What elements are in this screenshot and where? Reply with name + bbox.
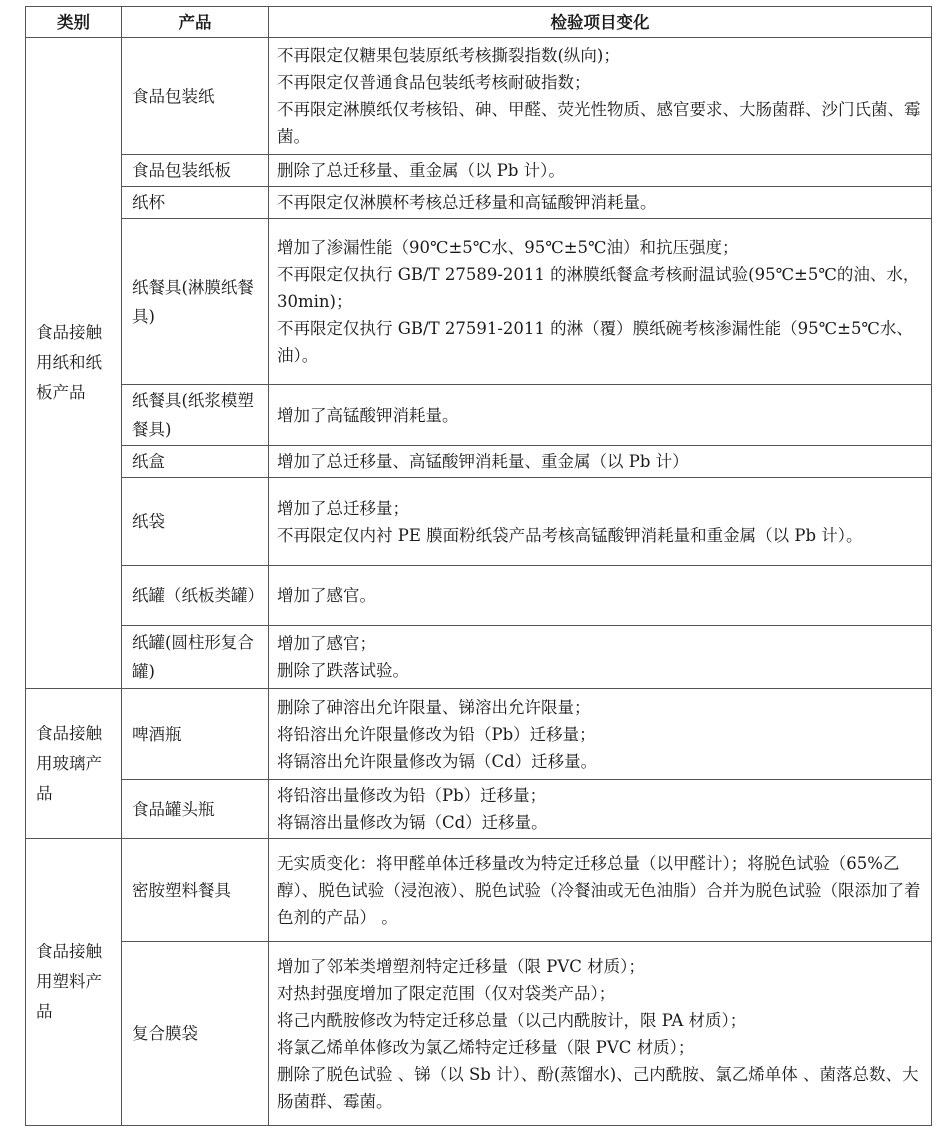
- changes-cell: [269, 626, 932, 689]
- changes-cell: [269, 187, 932, 219]
- change-line: 对热封强度增加了限定范围（仅对袋类产品）；: [277, 983, 616, 1003]
- table-row: [26, 385, 932, 446]
- product-cell: 食品包装纸: [122, 38, 269, 155]
- changes-cell: [269, 780, 932, 839]
- change-line: 无实质变化：将甲醛单体迁移量改为特定迁移总量（以甲醛计）；将脱色试验（65%乙醇）、脱色试验（浸泡液）、脱色试验（冷餐油或无色油脂）合并为脱色试验（限添加了着色剂的产品） 。: [277, 853, 921, 927]
- change-line: 将铅溶出量修改为铅（Pb）迁移量；: [277, 786, 547, 805]
- table-row: [26, 566, 932, 626]
- changes-cell: [269, 219, 932, 385]
- changes-cell: [269, 385, 932, 446]
- change-line: 不再限定仅糖果包装原纸考核撕裂指数(纵向)；: [277, 46, 620, 65]
- table-row: [26, 942, 932, 1126]
- change-line: 删除了脱色试验 、锑（以 Sb 计）、酚(蒸馏水)、己内酰胺、氯乙烯单体 、菌落总数、大肠菌群、霉菌。: [277, 1064, 919, 1111]
- change-line: 增加了渗漏性能（90℃±5℃水、95℃±5℃油）和抗压强度；: [277, 238, 739, 257]
- product-cell: 纸盒: [122, 446, 269, 478]
- header-product: 产品: [122, 7, 269, 38]
- product-cell: 纸杯: [122, 187, 269, 219]
- product-cell: 纸罐（纸板类罐）: [122, 566, 269, 626]
- inspection-changes-table: [25, 6, 932, 1126]
- change-line: 将镉溶出允许限量修改为镉（Cd）迁移量。: [277, 751, 598, 771]
- change-line: 将镉溶出量修改为镉（Cd）迁移量。: [277, 813, 548, 832]
- product-cell: 纸罐(圆柱形复合罐): [122, 626, 269, 689]
- change-line: 增加了感官；: [277, 634, 376, 653]
- table-row: [26, 780, 932, 839]
- table-row: [26, 38, 932, 155]
- changes-cell: [269, 942, 932, 1126]
- header-row: [26, 7, 932, 38]
- change-line: 增加了邻苯类增塑剂特定迁移量（限 PVC 材质）；: [277, 956, 645, 976]
- product-cell: 纸袋: [122, 478, 269, 566]
- change-line: 增加了感官。: [277, 586, 376, 605]
- change-line: 不再限定仅内衬 PE 膜面粉纸袋产品考核高锰酸钾消耗量和重金属（以 Pb 计）。: [277, 525, 863, 545]
- changes-cell: [269, 155, 932, 187]
- changes-cell: [269, 38, 932, 155]
- change-line: 删除了砷溶出允许限量、锑溶出允许限量；: [277, 697, 591, 717]
- category-cell: 食品接触用纸和纸板产品: [26, 38, 122, 689]
- table-row: [26, 478, 932, 566]
- change-line: 不再限定仅普通食品包装纸考核耐破指数；: [277, 73, 591, 92]
- change-line: 增加了高锰酸钾消耗量。: [277, 405, 459, 425]
- table-body: [26, 38, 932, 1126]
- product-cell: 纸餐具(纸浆模塑餐具): [122, 385, 269, 446]
- header-changes: 检验项目变化: [269, 7, 932, 38]
- changes-cell: [269, 839, 932, 942]
- changes-cell: [269, 689, 932, 780]
- change-line: 不再限定仅执行 GB/T 27591-2011 的淋（覆）膜纸碗考核渗漏性能（95℃±5℃水、油）。: [277, 319, 913, 365]
- change-line: 增加了总迁移量；: [277, 498, 409, 518]
- table-row: [26, 626, 932, 689]
- change-line: 删除了跌落试验。: [277, 661, 409, 680]
- change-line: 不再限定仅执行 GB/T 27589-2011 的淋膜纸餐盒考核耐温试验(95℃±5℃的油、水，30min)；: [277, 265, 920, 311]
- product-cell: 纸餐具(淋膜纸餐具): [122, 219, 269, 385]
- category-cell: 食品接触用玻璃产品: [26, 689, 122, 839]
- category-cell: 食品接触用塑料产品: [26, 839, 122, 1126]
- change-line: 将己内酰胺修改为特定迁移总量（以己内酰胺计，限 PA 材质）；: [277, 1010, 747, 1030]
- product-cell: 啤酒瓶: [122, 689, 269, 780]
- change-line: 将氯乙烯单体修改为氯乙烯特定迁移量（限 PVC 材质）；: [277, 1037, 695, 1057]
- changes-cell: [269, 566, 932, 626]
- table-row: [26, 187, 932, 219]
- change-line: 不再限定仅淋膜杯考核总迁移量和高锰酸钾消耗量。: [277, 193, 657, 212]
- change-line: 删除了总迁移量、重金属（以 Pb 计）。: [277, 161, 565, 180]
- changes-cell: [269, 478, 932, 566]
- change-line: 将铅溶出允许限量修改为铅（Pb）迁移量；: [277, 724, 596, 744]
- product-cell: 复合膜袋: [122, 942, 269, 1126]
- table-row: [26, 689, 932, 780]
- product-cell: 食品罐头瓶: [122, 780, 269, 839]
- table-row: [26, 839, 932, 942]
- table-row: [26, 155, 932, 187]
- table-row: [26, 446, 932, 478]
- header-category: 类别: [26, 7, 122, 38]
- table-row: [26, 219, 932, 385]
- product-cell: 密胺塑料餐具: [122, 839, 269, 942]
- changes-cell: [269, 446, 932, 478]
- change-line: 增加了总迁移量、高锰酸钾消耗量、重金属（以 Pb 计）: [277, 452, 689, 471]
- change-line: 不再限定淋膜纸仅考核铅、砷、甲醛、荧光性物质、感官要求、大肠菌群、沙门氏菌、霉菌。: [277, 100, 921, 146]
- product-cell: 食品包装纸板: [122, 155, 269, 187]
